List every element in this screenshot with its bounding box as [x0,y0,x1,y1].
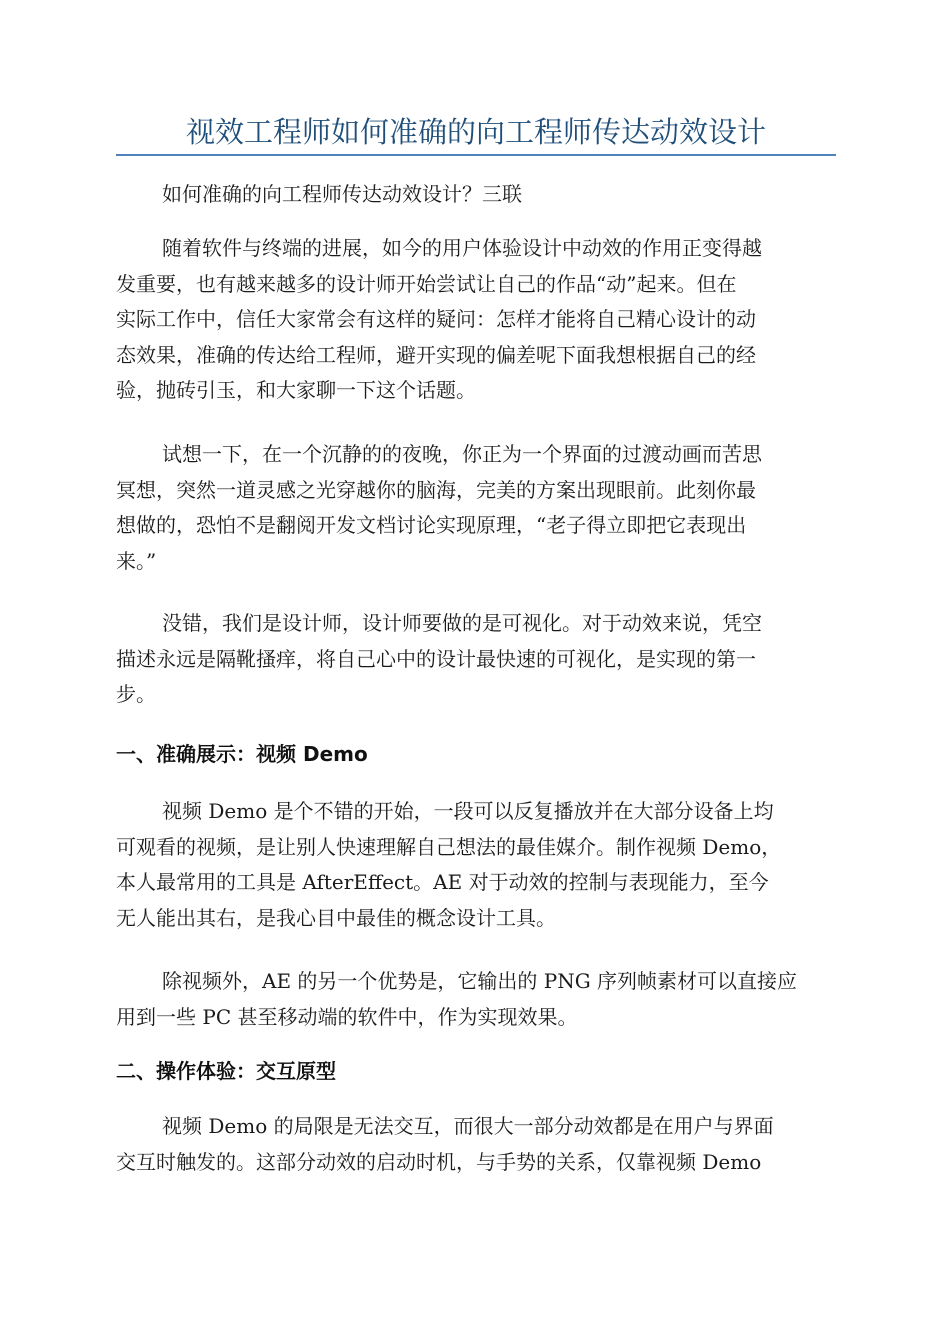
paragraph-line: 发重要，也有越来越多的设计师开始尝试让自己的作品“动”起来。但在 [116,271,737,296]
intro-paragraph-3 [116,606,836,713]
intro-paragraph-1 [116,231,836,409]
paragraph-line: 用到一些 PC 甚至移动端的软件中，作为实现效果。 [116,1004,578,1029]
section1-paragraph-2 [116,964,836,1035]
paragraph-line: 交互时触发的。这部分动效的启动时机，与手势的关系，仅靠视频 Demo [116,1149,762,1174]
paragraph-line: 态效果，准确的传达给工程师，避开实现的偏差呢下面我想根据自己的经 [116,342,756,367]
subtitle-paragraph [116,177,836,213]
paragraph-line: 验，抛砖引玉，和大家聊一下这个话题。 [116,378,476,402]
paragraph-line: 随着软件与终端的进展，如今的用户体验设计中动效的作用正变得越 [162,236,762,260]
subtitle-line: 如何准确的向工程师传达动效设计？三联 [162,182,522,206]
paragraph-line: 想做的，恐怕不是翻阅开发文档讨论实现原理，“老子得立即把它表现出 [116,513,747,537]
paragraph-line: 可观看的视频，是让别人快速理解自己想法的最佳媒介。制作视频 Demo， [116,834,782,859]
paragraph-line: 没错，我们是设计师，设计师要做的是可视化。对于动效来说，凭空 [162,611,762,635]
paragraph-line: 除视频外，AE 的另一个优势是，它输出的 PNG 序列帧素材可以直接应 [162,969,798,993]
paragraph-line: 无人能出其右，是我心目中最佳的概念设计工具。 [116,905,556,930]
paragraph-line: 来。” [116,548,157,573]
paragraph-line: 视频 Demo 是个不错的开始，一段可以反复播放并在大部分设备上均 [162,799,774,823]
paragraph-line: 描述永远是隔靴搔痒，将自己心中的设计最快速的可视化，是实现的第一 [116,646,756,671]
section-heading-interactive-prototype: 二、操作体验：交互原型 [116,1059,336,1083]
paragraph-line: 本人最常用的工具是 AfterEffect。AE 对于动效的控制与表现能力，至今 [116,870,769,894]
title-underline [116,154,836,156]
document-title: 视效工程师如何准确的向工程师传达动效设计 [185,115,766,149]
paragraph-line: 视频 Demo 的局限是无法交互，而很大一部分动效都是在用户与界面 [162,1114,774,1138]
paragraph-line: 实际工作中，信任大家常会有这样的疑问：怎样才能将自己精心设计的动 [116,307,756,331]
paragraph-line: 冥想，突然一道灵感之光穿越你的脑海，完美的方案出现眼前。此刻你最 [116,477,756,502]
paragraph-line: 试想一下，在一个沉静的的夜晚，你正为一个界面的过渡动画而苦思 [162,442,762,466]
section2-paragraph-1 [116,1109,836,1180]
intro-paragraph-2 [116,437,836,579]
paragraph-line: 步。 [116,682,156,706]
document-page [116,0,836,1344]
section-heading-video-demo: 一、准确展示：视频 Demo [116,742,368,766]
section1-paragraph-1 [116,794,836,936]
